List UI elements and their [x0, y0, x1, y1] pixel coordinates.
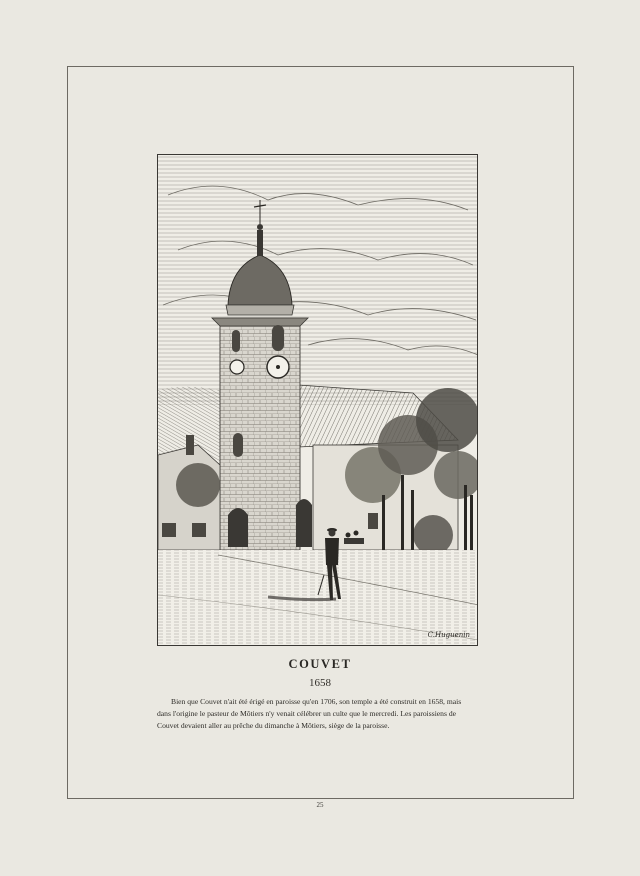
plate-caption — [157, 696, 497, 732]
plate-year: 1658 — [309, 677, 331, 689]
caption-line: Bien que Couvet n'ait été érigé en paroisse qu'en 1706, son temple a été construit en 1658, mais — [171, 697, 462, 706]
engraver-signature: C.Huguenin — [427, 631, 470, 639]
caption-line: Couvet devaient aller au prêche du dimanche à Môtiers, siège de la paroisse. — [157, 721, 390, 730]
plate-title: COUVET — [288, 657, 352, 671]
church-engraving-illustration — [157, 154, 478, 646]
page-number: 25 — [316, 801, 324, 809]
engraving-drawing — [158, 155, 478, 646]
caption-line: dans l'origine le pasteur de Môtiers n'y venait célébrer un culte que le mercredi. Les paroissiens de — [157, 709, 456, 718]
